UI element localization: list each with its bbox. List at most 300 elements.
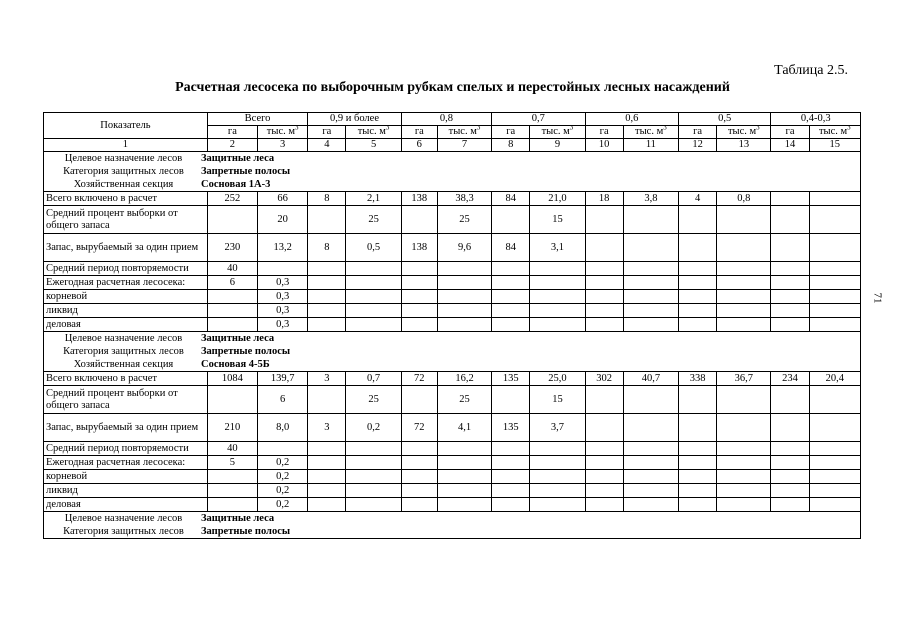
header-unit-ha: га — [771, 126, 809, 139]
table-cell — [585, 442, 623, 456]
section-info-value: Запретные полосы — [201, 165, 291, 177]
table-cell — [308, 304, 346, 318]
table-cell: 3,8 — [623, 192, 678, 206]
section-info-value: Защитные леса — [201, 332, 275, 344]
header-unit-volume-text: тыс. м — [818, 126, 848, 137]
table-cell: 25 — [437, 386, 491, 414]
table-cell — [679, 234, 717, 262]
table-cell — [623, 290, 678, 304]
table-cell — [717, 290, 771, 304]
table-cell — [717, 470, 771, 484]
table-cell — [809, 304, 860, 318]
header-unit-volume — [346, 126, 401, 139]
table-cell — [346, 276, 401, 290]
table-cell — [401, 484, 437, 498]
table-cell — [623, 206, 678, 234]
table-cell — [623, 304, 678, 318]
section-info-line — [46, 178, 858, 191]
table-cell — [623, 386, 678, 414]
table-row — [44, 372, 861, 386]
table-cell — [530, 276, 585, 290]
column-number: 6 — [401, 139, 437, 152]
row-label: корневой — [44, 290, 208, 304]
header-group: Всего — [207, 113, 307, 126]
table-cell — [585, 484, 623, 498]
table-cell — [401, 442, 437, 456]
table-cell — [679, 318, 717, 332]
section-info-value: Сосновая 1А-3 — [201, 178, 271, 190]
table-cell — [401, 276, 437, 290]
column-number: 14 — [771, 139, 809, 152]
table-cell — [623, 414, 678, 442]
table-cell — [530, 442, 585, 456]
table-cell — [809, 442, 860, 456]
table-cell — [771, 290, 809, 304]
table-cell: 0,2 — [258, 456, 308, 470]
row-label: Средний процент выборки от общего запаса — [44, 206, 208, 234]
header-unit-ha: га — [207, 126, 257, 139]
header-unit-volume-text: тыс. м — [448, 126, 477, 137]
table-cell — [585, 262, 623, 276]
table-cell — [530, 304, 585, 318]
table-cell — [401, 318, 437, 332]
table-cell: 0,2 — [346, 414, 401, 442]
table-cell — [308, 386, 346, 414]
table-cell — [492, 470, 530, 484]
table-cell — [346, 484, 401, 498]
table-row — [44, 262, 861, 276]
table-cell — [771, 262, 809, 276]
section-info-key: Хозяйственная секция — [73, 178, 174, 190]
column-number: 10 — [585, 139, 623, 152]
table-cell — [401, 456, 437, 470]
page-title: Расчетная лесосека по выборочным рубкам спелых и перестойных лесных насаждений — [175, 80, 730, 95]
section-info-key: Целевое назначение лесов — [64, 152, 183, 164]
table-cell — [623, 470, 678, 484]
header-unit-volume-sup: 3 — [385, 125, 390, 132]
table-cell — [771, 318, 809, 332]
table-cell — [530, 318, 585, 332]
table-cell: 138 — [401, 192, 437, 206]
table-cell — [717, 386, 771, 414]
section-info-line — [46, 512, 858, 525]
row-label: корневой — [44, 470, 208, 484]
header-unit-volume-sup: 3 — [295, 125, 299, 132]
section-info-line — [46, 332, 858, 345]
table-cell — [809, 484, 860, 498]
table-cell — [585, 206, 623, 234]
table-cell — [717, 484, 771, 498]
table-cell — [530, 262, 585, 276]
row-label: деловая — [44, 318, 208, 332]
section-info-line — [46, 358, 858, 371]
row-label: Запас, вырубаемый за один прием — [44, 234, 208, 262]
table-cell: 0,2 — [258, 484, 308, 498]
column-number: 7 — [437, 139, 491, 152]
table-cell — [585, 386, 623, 414]
table-cell — [771, 442, 809, 456]
table-cell: 20,4 — [809, 372, 860, 386]
table-cell — [401, 290, 437, 304]
row-label: Всего включено в расчет — [44, 192, 208, 206]
header-unit-volume-text: тыс. м — [357, 126, 386, 137]
header-unit-volume — [258, 126, 308, 139]
table-cell — [771, 414, 809, 442]
table-cell — [679, 262, 717, 276]
table-cell — [492, 206, 530, 234]
column-number: 5 — [346, 139, 401, 152]
table-cell — [679, 304, 717, 318]
table-cell — [346, 304, 401, 318]
table-cell: 25,0 — [530, 372, 585, 386]
table-cell — [771, 484, 809, 498]
header-group: 0,7 — [492, 113, 585, 126]
table-cell — [492, 290, 530, 304]
header-unit-ha: га — [308, 126, 346, 139]
table-cell — [585, 414, 623, 442]
table-cell — [771, 192, 809, 206]
table-cell: 252 — [207, 192, 257, 206]
table-cell — [401, 206, 437, 234]
table-cell — [679, 498, 717, 512]
header-unit-volume-text: тыс. м — [727, 126, 757, 137]
table-cell — [623, 456, 678, 470]
section-info-value: Защитные леса — [201, 512, 275, 524]
table-row — [44, 304, 861, 318]
table-cell: 38,3 — [437, 192, 491, 206]
column-number: 12 — [679, 139, 717, 152]
header-unit-volume — [437, 126, 491, 139]
table-cell — [401, 304, 437, 318]
table-cell — [809, 318, 860, 332]
section-info-line — [46, 152, 858, 165]
section-info-key: Целевое назначение лесов — [64, 512, 183, 524]
table-cell: 0,5 — [346, 234, 401, 262]
table-cell — [771, 304, 809, 318]
section-info-value: Защитные леса — [201, 152, 275, 164]
section-info-line — [46, 165, 858, 178]
table-cell — [492, 456, 530, 470]
column-number: 13 — [717, 139, 771, 152]
table-cell — [679, 470, 717, 484]
table-cell: 3 — [308, 372, 346, 386]
table-cell — [717, 498, 771, 512]
table-cell — [437, 498, 491, 512]
table-row — [44, 318, 861, 332]
row-label: Средний процент выборки от общего запаса — [44, 386, 208, 414]
table-cell — [717, 262, 771, 276]
section-info-line — [46, 345, 858, 358]
table-cell — [809, 276, 860, 290]
table-cell — [530, 470, 585, 484]
table-row — [44, 484, 861, 498]
section-info-line — [46, 525, 858, 538]
table-cell — [679, 484, 717, 498]
table-cell — [679, 414, 717, 442]
table-cell — [679, 456, 717, 470]
section-info-key: Категория защитных лесов — [63, 525, 184, 537]
table-cell — [771, 498, 809, 512]
table-cell: 8 — [308, 234, 346, 262]
table-row — [44, 456, 861, 470]
table-cell — [207, 498, 257, 512]
column-number: 8 — [492, 139, 530, 152]
table-cell — [679, 206, 717, 234]
table-cell — [258, 262, 308, 276]
table-cell — [530, 498, 585, 512]
table-cell: 3 — [308, 414, 346, 442]
table-cell — [346, 318, 401, 332]
table-cell — [308, 498, 346, 512]
row-label: Ежегодная расчетная лесосека: — [44, 456, 208, 470]
table-row — [44, 386, 861, 414]
table-row — [44, 290, 861, 304]
section-info — [44, 332, 861, 372]
table-cell — [771, 456, 809, 470]
table-cell — [530, 290, 585, 304]
table-cell — [492, 484, 530, 498]
table-cell: 72 — [401, 414, 437, 442]
section-info — [44, 152, 861, 192]
header-unit-ha: га — [401, 126, 437, 139]
table-cell: 234 — [771, 372, 809, 386]
table-cell — [585, 290, 623, 304]
table-cell — [346, 498, 401, 512]
table-cell — [809, 386, 860, 414]
table-cell: 40 — [207, 442, 257, 456]
column-number: 15 — [809, 139, 860, 152]
table-cell — [623, 262, 678, 276]
table-cell — [308, 456, 346, 470]
table-cell: 0,3 — [258, 276, 308, 290]
table-cell: 66 — [258, 192, 308, 206]
table-cell — [809, 262, 860, 276]
column-number: 1 — [44, 139, 208, 152]
table-cell — [585, 318, 623, 332]
header-unit-volume-sup: 3 — [847, 125, 851, 132]
table-cell — [585, 234, 623, 262]
table-cell: 5 — [207, 456, 257, 470]
table-cell — [717, 414, 771, 442]
table-cell: 3,1 — [530, 234, 585, 262]
table-cell — [437, 442, 491, 456]
table-cell — [401, 386, 437, 414]
table-row — [44, 234, 861, 262]
header-unit-volume — [530, 126, 585, 139]
table-cell: 20 — [258, 206, 308, 234]
table-cell — [492, 498, 530, 512]
table-cell — [717, 234, 771, 262]
column-number: 4 — [308, 139, 346, 152]
row-label: Запас, вырубаемый за один прием — [44, 414, 208, 442]
row-label: Средний период повторяемости — [44, 442, 208, 456]
table-cell: 8 — [308, 192, 346, 206]
table-cell: 13,2 — [258, 234, 308, 262]
section-info — [44, 512, 861, 539]
table-cell — [401, 498, 437, 512]
table-cell — [809, 234, 860, 262]
table-cell — [437, 276, 491, 290]
table-cell: 0,7 — [346, 372, 401, 386]
table-cell — [492, 386, 530, 414]
table-cell — [437, 290, 491, 304]
table-cell — [437, 304, 491, 318]
table-cell: 25 — [437, 206, 491, 234]
table-cell: 18 — [585, 192, 623, 206]
table-cell — [437, 484, 491, 498]
table-row — [44, 498, 861, 512]
header-unit-ha: га — [679, 126, 717, 139]
table-cell — [207, 304, 257, 318]
table-cell — [346, 442, 401, 456]
table-cell — [258, 442, 308, 456]
header-unit-volume — [809, 126, 860, 139]
table-cell — [492, 318, 530, 332]
header-unit-volume-sup: 3 — [756, 125, 760, 132]
table-cell — [346, 262, 401, 276]
table-cell — [492, 442, 530, 456]
table-cell — [207, 484, 257, 498]
table-cell — [717, 318, 771, 332]
table-cell: 135 — [492, 372, 530, 386]
table-cell — [308, 484, 346, 498]
table-cell: 0,2 — [258, 470, 308, 484]
table-cell: 6 — [207, 276, 257, 290]
header-group: 0,6 — [585, 113, 678, 126]
table-cell — [437, 262, 491, 276]
table-cell — [492, 304, 530, 318]
table-cell — [679, 290, 717, 304]
column-number: 2 — [207, 139, 257, 152]
table-cell — [530, 484, 585, 498]
header-group: 0,9 и более — [308, 113, 401, 126]
table-cell — [437, 470, 491, 484]
section-info-value: Сосновая 4-5Б — [201, 358, 270, 370]
header-unit-ha: га — [585, 126, 623, 139]
table-cell: 2,1 — [346, 192, 401, 206]
table-cell: 0,2 — [258, 498, 308, 512]
table-cell: 4 — [679, 192, 717, 206]
table-cell — [809, 414, 860, 442]
table-cell — [717, 206, 771, 234]
table-cell: 210 — [207, 414, 257, 442]
table-cell — [717, 304, 771, 318]
page-number: 71 — [871, 292, 884, 304]
table-cell — [809, 290, 860, 304]
table-cell — [308, 206, 346, 234]
row-label: ликвид — [44, 304, 208, 318]
table-cell: 21,0 — [530, 192, 585, 206]
table-cell — [401, 262, 437, 276]
table-cell: 40,7 — [623, 372, 678, 386]
table-cell — [437, 456, 491, 470]
table-cell — [308, 290, 346, 304]
table-cell: 8,0 — [258, 414, 308, 442]
table-cell — [492, 276, 530, 290]
table-cell: 6 — [258, 386, 308, 414]
table-cell — [623, 484, 678, 498]
row-label: Средний период повторяемости — [44, 262, 208, 276]
table-cell — [207, 206, 257, 234]
table-cell — [585, 456, 623, 470]
table-cell — [623, 276, 678, 290]
table-cell — [771, 234, 809, 262]
section-info-key: Хозяйственная секция — [73, 358, 174, 370]
table-row — [44, 192, 861, 206]
table-cell — [530, 456, 585, 470]
table-cell: 0,3 — [258, 318, 308, 332]
table-cell — [717, 442, 771, 456]
table-cell: 338 — [679, 372, 717, 386]
table-cell: 84 — [492, 192, 530, 206]
header-group: 0,4-0,3 — [771, 113, 861, 126]
column-number: 3 — [258, 139, 308, 152]
table-cell — [346, 456, 401, 470]
table-cell: 0,3 — [258, 290, 308, 304]
table-cell: 230 — [207, 234, 257, 262]
table-cell — [207, 470, 257, 484]
table-label: Таблица 2.5. — [774, 63, 848, 78]
table-cell — [623, 318, 678, 332]
table-cell: 25 — [346, 206, 401, 234]
header-unit-volume-sup: 3 — [663, 125, 667, 132]
table-cell: 15 — [530, 206, 585, 234]
table-cell — [308, 442, 346, 456]
table-cell — [809, 470, 860, 484]
table-row — [44, 276, 861, 290]
header-unit-volume-text: тыс. м — [635, 126, 664, 137]
row-label: Всего включено в расчет — [44, 372, 208, 386]
table-cell — [679, 442, 717, 456]
row-label: Ежегодная расчетная лесосека: — [44, 276, 208, 290]
row-label: деловая — [44, 498, 208, 512]
table-row — [44, 206, 861, 234]
header-group: 0,5 — [679, 113, 771, 126]
table-cell: 36,7 — [717, 372, 771, 386]
table-cell: 15 — [530, 386, 585, 414]
header-indicator: Показатель — [44, 113, 208, 139]
table-cell: 0,3 — [258, 304, 308, 318]
table-cell — [809, 498, 860, 512]
table-cell — [492, 262, 530, 276]
table-cell — [679, 276, 717, 290]
table-cell: 25 — [346, 386, 401, 414]
column-number: 9 — [530, 139, 585, 152]
table-cell — [437, 318, 491, 332]
table-cell — [207, 386, 257, 414]
header-unit-volume-sup: 3 — [476, 125, 481, 132]
table-cell: 84 — [492, 234, 530, 262]
table-cell: 40 — [207, 262, 257, 276]
column-number: 11 — [623, 139, 678, 152]
table-cell — [585, 470, 623, 484]
section-info-key: Категория защитных лесов — [63, 165, 184, 177]
section-info-value: Запретные полосы — [201, 345, 291, 357]
table-cell — [771, 276, 809, 290]
header-unit-volume — [623, 126, 678, 139]
table-row — [44, 414, 861, 442]
table-cell — [585, 498, 623, 512]
table-cell — [207, 318, 257, 332]
table-cell: 139,7 — [258, 372, 308, 386]
table-cell: 4,1 — [437, 414, 491, 442]
section-info-value: Запретные полосы — [201, 525, 291, 537]
table-cell: 0,8 — [717, 192, 771, 206]
table-cell — [717, 456, 771, 470]
table-cell: 1084 — [207, 372, 257, 386]
table-cell — [585, 276, 623, 290]
row-label: ликвид — [44, 484, 208, 498]
